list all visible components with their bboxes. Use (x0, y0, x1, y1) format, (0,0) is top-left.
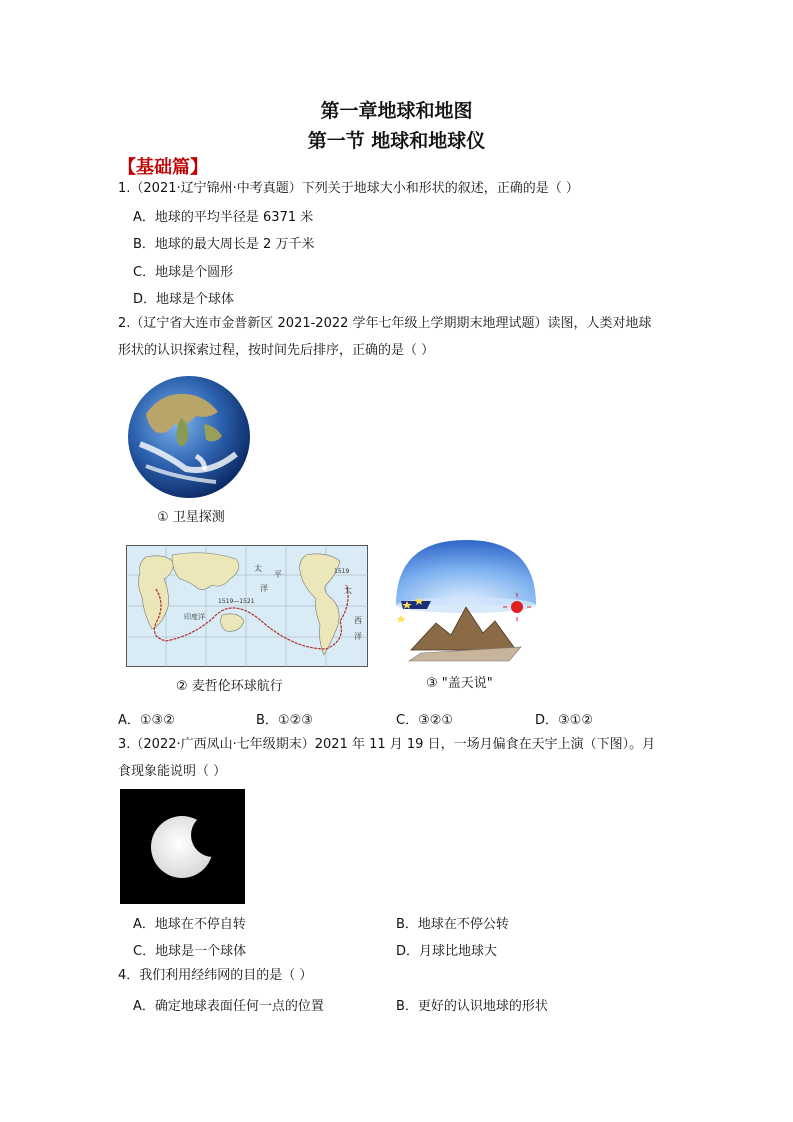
magellan-route-map (126, 545, 368, 667)
question-2-stem-line1: 2.（辽宁省大连市金普新区 2021-2022 学年七年级上学期期末地理试题）读图，人类对地球 (118, 316, 652, 331)
map-label-ping: 平 (274, 570, 282, 579)
question-1-stem: 1.（2021·辽宁锦州·中考真题）下列关于地球大小和形状的叙述，正确的是（ ） (118, 181, 579, 196)
q4-option-a: A．确定地球表面任何一点的位置 (133, 999, 324, 1014)
map-label-tai: 太 (254, 564, 262, 573)
q2-option-a: A．①③② (118, 713, 175, 728)
q2-option-b: B．①②③ (256, 713, 313, 728)
q3-option-a: A．地球在不停自转 (133, 917, 246, 932)
map-label-xi: 西 (354, 616, 362, 625)
map-label-yang: 洋 (260, 584, 268, 593)
question-4-stem: 4．我们利用经纬网的目的是（ ） (118, 968, 313, 983)
q1-option-a: A．地球的平均半径是 6371 米 (133, 210, 314, 225)
chapter-title: 第一章地球和地图 (320, 100, 473, 122)
earth-satellite-image (126, 374, 252, 500)
map-label-indian-ocean: 印度洋 (184, 613, 205, 621)
q3-option-b: B．地球在不停公转 (396, 917, 509, 932)
q1-option-c: C．地球是个圆形 (133, 265, 234, 280)
q1-option-b: B．地球的最大周长是 2 万千米 (133, 237, 315, 252)
q3-option-d: D．月球比地球大 (396, 944, 498, 959)
q1-option-d: D．地球是个球体 (133, 292, 235, 307)
part-label: 【基础篇】 (118, 157, 208, 178)
map-label-yang2: 洋 (354, 632, 362, 641)
lunar-eclipse-image (120, 789, 245, 904)
dome-caption: ③ "盖天说" (426, 676, 493, 691)
section-title: 第一节 地球和地球仪 (307, 130, 486, 152)
question-2-stem-line2: 形状的认识探索过程，按时间先后排序，正确的是（ ） (118, 343, 435, 358)
map-label-da: 大 (344, 586, 352, 595)
map-label-route-years: 1519—1521 (218, 598, 255, 605)
dome-heaven-image (391, 535, 541, 665)
q4-option-b: B．更好的认识地球的形状 (396, 999, 548, 1014)
map-label-year-start: 1519 (334, 568, 350, 575)
map-caption: ② 麦哲伦环球航行 (176, 679, 283, 694)
q2-option-d: D．③①② (535, 713, 593, 728)
q2-option-c: C．③②① (396, 713, 454, 728)
q3-option-c: C．地球是一个球体 (133, 944, 247, 959)
earth-caption: ① 卫星探测 (157, 510, 225, 525)
question-3-stem-line2: 食现象能说明（ ） (118, 764, 227, 779)
question-3-stem-line1: 3.（2022·广西凤山·七年级期末）2021 年 11 月 19 日，一场月偏食在天宇上演（下图）。月 (118, 737, 656, 752)
